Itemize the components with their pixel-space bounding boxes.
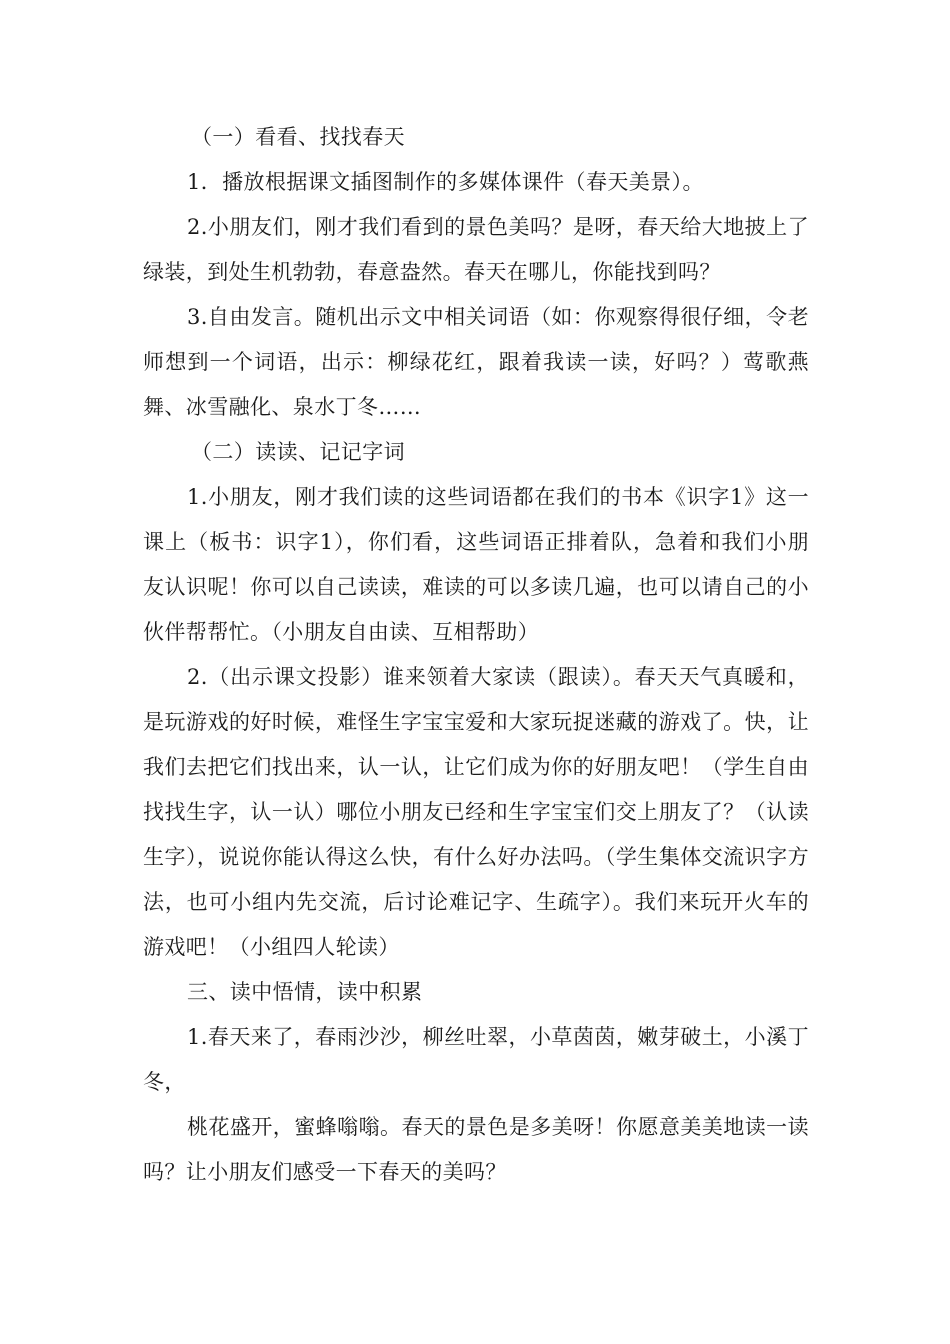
- paragraph-projection-reading: 2.（出示课文投影）谁来领着大家读（跟读）。春天天气真暖和，是玩游戏的好时候，难怪生字宝宝爱和大家玩捉迷藏的游戏了。快，让我们去把它们找出来，认一认，让它们成为你的好朋友吧！（学生自由找找生字，认一认）哪位小朋友已经和生字宝宝们交上朋友了？（认读生字），说说你能认得这么快，有什么好办法吗。（学生集体交流识字方法，也可小组内先交流，后讨论难记字、生疏字）。我们来玩开火车的游戏吧！（小组四人轮读）: [143, 665, 809, 959]
- document-body: [143, 115, 809, 1195]
- section-heading-read-remember: （二）读读、记记字词: [191, 440, 405, 464]
- paragraph-play-courseware: 1．播放根据课文插图制作的多媒体课件（春天美景）。: [187, 170, 704, 194]
- paragraph-peach-blossom: 桃花盛开，蜜蜂嗡嗡。春天的景色是多美呀！你愿意美美地读一读吗？让小朋友们感受一下春天的美吗？: [143, 1115, 809, 1184]
- section-heading-look-find-spring: （一）看看、找找春天: [191, 125, 405, 149]
- paragraph-free-speaking: 3.自由发言。随机出示文中相关词语（如：你观察得很仔细，令老师想到一个词语，出示：柳绿花红，跟着我读一读，好吗？）莺歌燕舞、冰雪融化、泉水丁冬……: [143, 305, 809, 419]
- paragraph-scenery-question: 2.小朋友们，刚才我们看到的景色美吗？是呀，春天给大地披上了绿装，到处生机勃勃，春意盎然。春天在哪儿，你能找到吗？: [143, 215, 809, 284]
- paragraph-words-in-book: 1.小朋友，刚才我们读的这些词语都在我们的书本《识字1》这一课上（板书：识字1），你们看，这些词语正排着队，急着和我们小朋友认识呢！你可以自己读读，难读的可以多读几遍，也可以请自己的小伙伴帮帮忙。（小朋友自由读、互相帮助）: [143, 485, 809, 644]
- section-heading-read-feel: 三、读中悟情，读中积累: [187, 980, 423, 1004]
- paragraph-spring-arrives: 1.春天来了，春雨沙沙，柳丝吐翠，小草茵茵，嫩芽破土，小溪丁冬，: [143, 1025, 809, 1094]
